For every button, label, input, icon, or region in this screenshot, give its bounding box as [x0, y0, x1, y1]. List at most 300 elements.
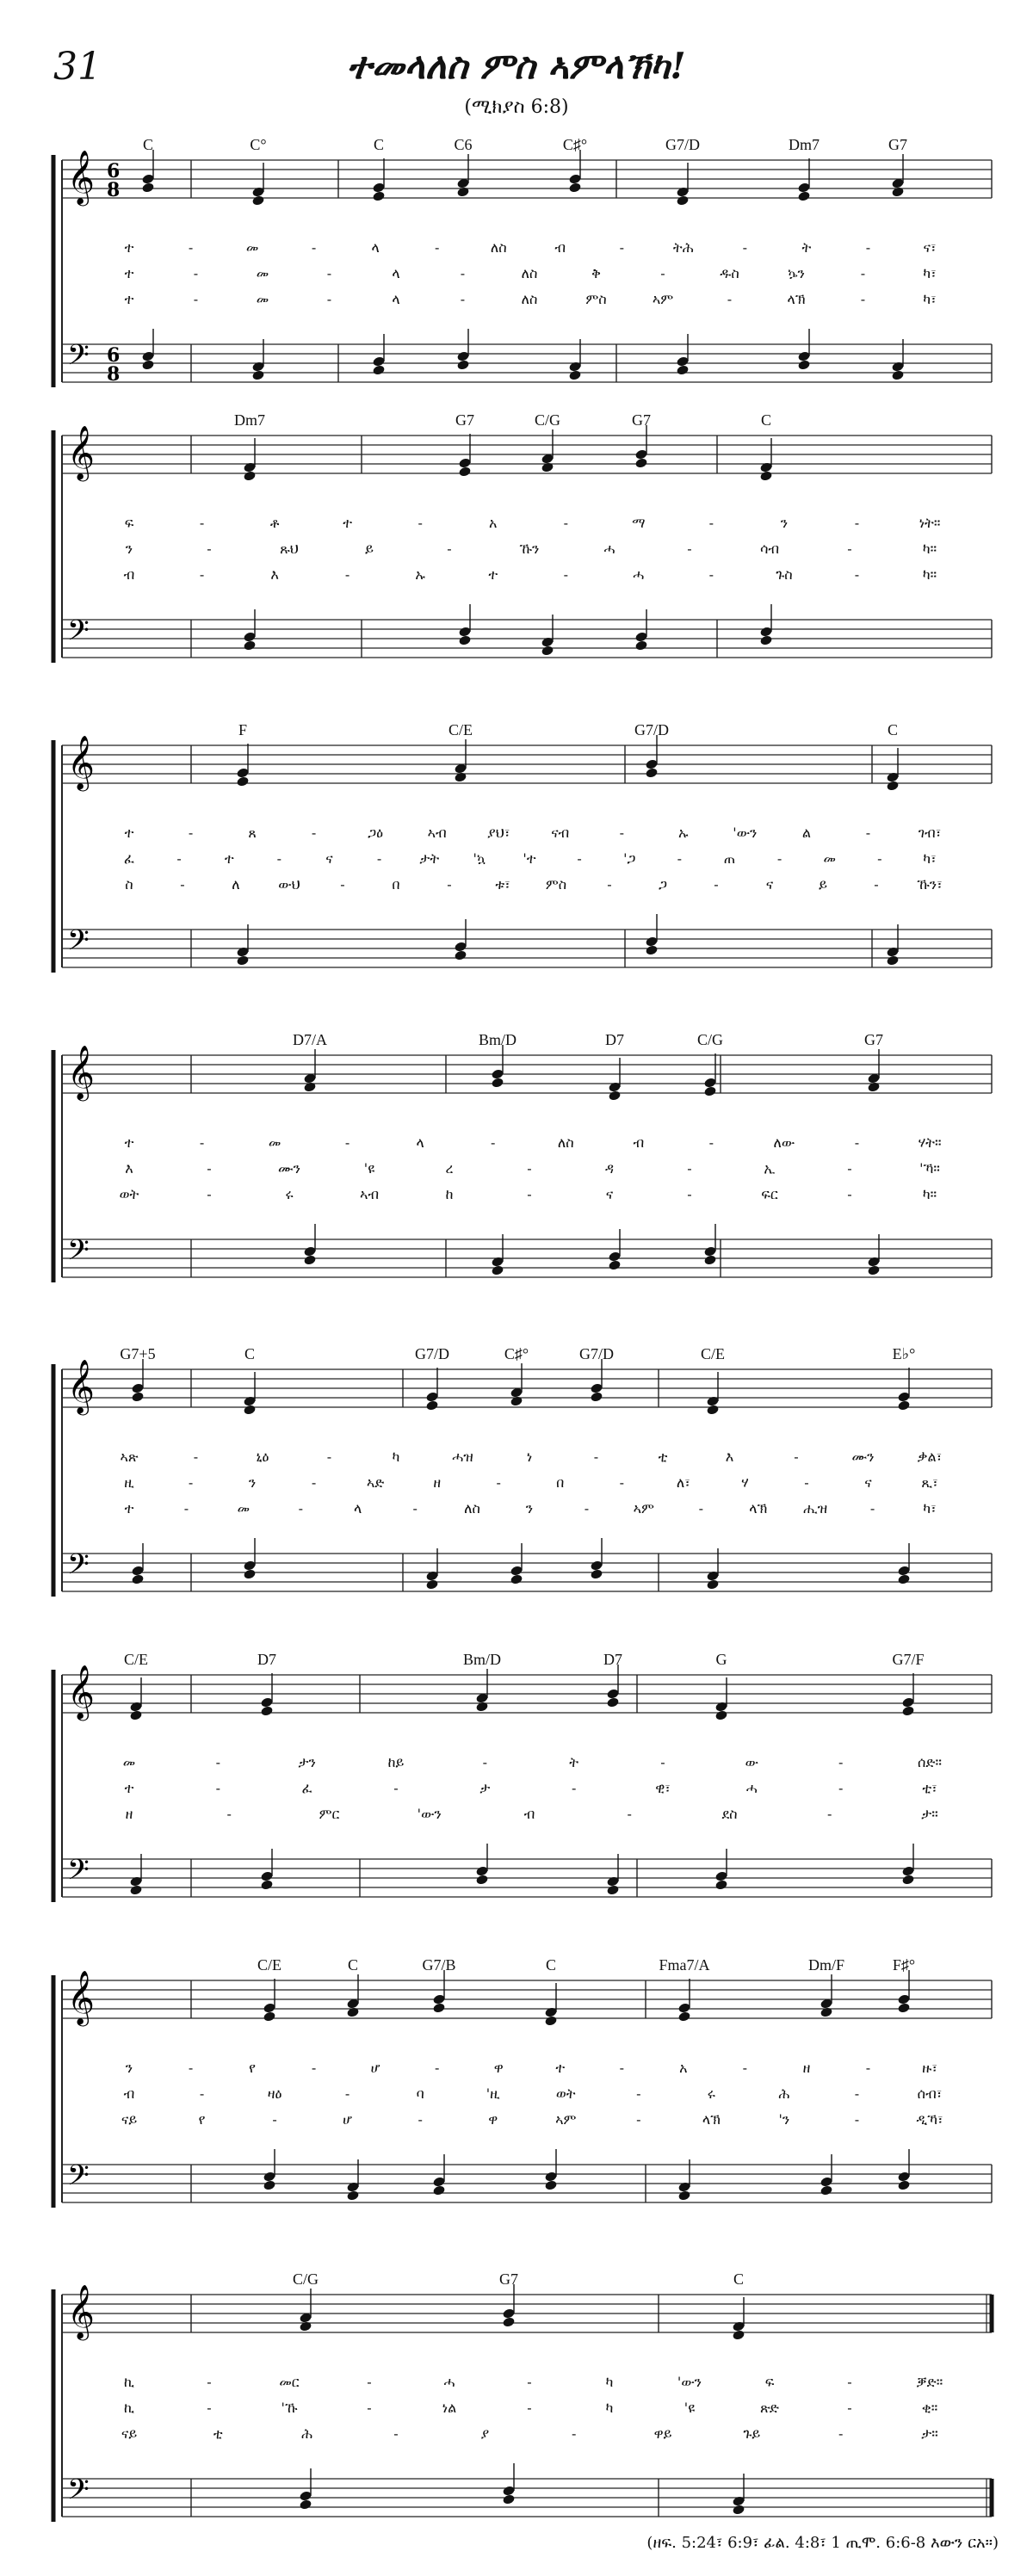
bass-staff	[62, 2165, 992, 2202]
lyric-syllable: ሃት።	[918, 1134, 942, 1151]
bass-staff	[62, 620, 992, 658]
treble-staff	[62, 1675, 992, 1713]
bass-note	[456, 359, 469, 370]
lyric-syllable: -	[636, 2085, 641, 2102]
treble-note	[606, 1696, 619, 1708]
lyric-syllable: -	[874, 876, 879, 893]
lyric-syllable: -	[298, 1500, 303, 1517]
lyric-syllable: -	[860, 291, 866, 307]
chord-symbol: G7/D	[579, 1345, 614, 1362]
lyric-syllable: ለ፣	[676, 1474, 690, 1491]
lyric-syllable: ኣም	[652, 291, 674, 307]
lyric-syllable: 'ን	[778, 2111, 790, 2128]
treble-clef: 𝄞	[67, 1359, 95, 1413]
lyric-syllable: 'ተ	[523, 850, 536, 867]
lyric-syllable: ዛዕ	[267, 2085, 282, 2102]
treble-note	[475, 1701, 488, 1712]
lyric-syllable: ካ፣	[923, 265, 937, 281]
lyric-syllable: -	[460, 265, 466, 281]
lyric-syllable: -	[563, 515, 568, 531]
lyric-syllable: -	[563, 566, 568, 583]
lyric-syllable: -	[344, 566, 350, 583]
lyric-syllable: ለው	[773, 1134, 795, 1151]
chord-symbol: D7	[605, 1031, 624, 1048]
lyric-syllable: ደስ	[721, 1806, 738, 1822]
lyric-syllable: 'ዚ	[486, 2085, 500, 2102]
bass-note	[251, 369, 264, 380]
chord-symbol: C/G	[534, 411, 561, 429]
lyric-syllable: -	[877, 850, 882, 867]
score-system	[0, 1644, 1033, 1919]
lyric-syllable: ቶ	[269, 515, 280, 531]
bass-clef: 𝄢	[67, 1234, 90, 1274]
lyric-syllable: ላኽ	[787, 291, 806, 307]
lyric-syllable: ብ	[633, 1134, 645, 1151]
treble-staff	[62, 2295, 992, 2332]
lyric-syllable: 'ውን	[733, 825, 758, 841]
lyric-syllable: -	[527, 1186, 532, 1202]
lyric-syllable: መ	[245, 239, 259, 256]
lyric-syllable: 'ኹ	[281, 2400, 298, 2416]
treble-clef: 𝄞	[67, 735, 95, 789]
lyric-syllable: ኣም	[633, 1500, 655, 1517]
chord-symbol: C	[733, 2270, 745, 2288]
lyric-syllable: ካ።	[922, 566, 937, 583]
lyric-syllable: -	[193, 265, 199, 281]
score-system	[0, 1949, 1033, 2225]
lyric-syllable: መ	[122, 1754, 136, 1770]
chord-symbol: G7/F	[892, 1651, 925, 1668]
bass-note	[676, 364, 689, 375]
lyric-syllable: ፍር	[761, 1186, 778, 1202]
lyric-syllable: -	[577, 850, 582, 867]
treble-note	[703, 1085, 716, 1096]
chord-symbol: C/E	[448, 721, 473, 738]
lyric-syllable: ሓዝ	[452, 1449, 473, 1465]
bass-note	[236, 954, 249, 966]
chord-symbol: G7+5	[120, 1345, 156, 1362]
lyric-syllable: ነት።	[919, 515, 941, 531]
bass-note	[510, 1573, 523, 1585]
lyric-syllable: -	[188, 825, 194, 841]
lyric-syllable: -	[607, 876, 612, 893]
lyric-syllable: ካ	[605, 2400, 614, 2416]
lyric-syllable: -	[188, 1474, 194, 1491]
lyric-syllable: ዳ	[604, 1160, 615, 1177]
lyric-syllable: -	[527, 1160, 532, 1177]
lyric-syllable: ና፣	[923, 239, 937, 256]
chord-symbol: C°	[250, 136, 267, 153]
treble-note	[645, 767, 658, 778]
chord-symbol: G7	[455, 411, 474, 429]
lyric-syllable: ተ	[124, 825, 134, 841]
treble-note	[732, 2329, 745, 2340]
lyric-syllable: ታ።	[921, 2425, 938, 2442]
lyric-syllable: -	[847, 1160, 852, 1177]
lyric-syllable: ሩ	[707, 2085, 715, 2102]
bass-note	[299, 2499, 312, 2510]
lyric-syllable: -	[619, 239, 624, 256]
treble-clef: 𝄞	[67, 425, 95, 479]
lyric-syllable: ሓ	[633, 566, 645, 583]
lyric-syllable: -	[344, 2085, 350, 2102]
chord-symbol: C/E	[257, 1956, 282, 1974]
lyric-syllable: -	[636, 2111, 641, 2128]
lyric-syllable: -	[708, 566, 714, 583]
bass-note	[502, 2493, 515, 2505]
lyric-syllable: ጹህ	[280, 541, 299, 557]
lyric-syllable: ኒዕ	[256, 1449, 269, 1465]
footer-references: (ዘፍ. 5:24፣ 6:9፣ ፊል. 4:8፣ 1 ጢሞ. 6:6-8 እውን ርአ።)	[646, 2534, 999, 2552]
chord-symbol: C	[887, 721, 899, 738]
chord-symbol: G	[715, 1651, 727, 1668]
treble-note	[886, 780, 899, 791]
lyric-syllable: ኢ	[764, 1160, 776, 1177]
treble-note	[820, 2006, 832, 2017]
bass-note	[897, 2179, 910, 2190]
chord-symbol: F	[238, 721, 248, 738]
lyric-syllable: እ	[270, 566, 279, 583]
lyric-syllable: ቲ፣	[922, 1780, 937, 1796]
lyric-syllable: ዘ	[433, 1474, 442, 1491]
treble-note	[129, 1709, 142, 1720]
lyric-syllable: -	[418, 2111, 423, 2128]
bass-note	[432, 2184, 445, 2196]
lyric-syllable: ላ	[392, 265, 400, 281]
bass-note	[634, 639, 647, 651]
lyric-syllable: ቲ	[213, 2425, 223, 2442]
lyric-syllable: 'ውን	[417, 1806, 442, 1822]
treble-note	[677, 2011, 690, 2022]
treble-note	[867, 1081, 880, 1092]
lyric-syllable: ዘ	[125, 1806, 133, 1822]
lyric-syllable: ታን	[298, 1754, 316, 1770]
lyric-syllable: ተ	[124, 1500, 134, 1517]
lyric-syllable: ሆ	[370, 2060, 380, 2076]
chord-symbol: F♯°	[892, 1956, 916, 1974]
bass-note	[491, 1264, 504, 1276]
bass-note	[886, 954, 899, 966]
lyric-syllable: -	[847, 2400, 852, 2416]
lyric-syllable: ፈ	[301, 1780, 312, 1796]
lyric-syllable: -	[794, 1449, 799, 1465]
lyric-syllable: -	[660, 1754, 665, 1770]
chord-symbol: C	[347, 1956, 359, 1974]
bass-note	[706, 1578, 719, 1590]
lyric-syllable: -	[619, 1474, 624, 1491]
lyric-syllable: -	[527, 2400, 532, 2416]
lyric-syllable: -	[344, 1134, 350, 1151]
chord-symbol: G7/B	[422, 1956, 456, 1974]
lyric-syllable: -	[447, 876, 452, 893]
lyric-syllable: ለስ	[464, 1500, 480, 1517]
bass-staff	[62, 344, 992, 382]
bass-note	[677, 2190, 690, 2201]
lyric-syllable: 'ዩ	[684, 2400, 696, 2416]
lyric-syllable: -	[865, 239, 871, 256]
lyric-syllable: -	[183, 1500, 189, 1517]
treble-note	[458, 466, 471, 477]
lyric-syllable: -	[447, 541, 452, 557]
lyric-syllable: ትሕ	[672, 239, 694, 256]
svg-text:6: 6	[107, 160, 121, 182]
lyric-syllable: -	[311, 1474, 317, 1491]
chord-symbol: E♭°	[892, 1345, 916, 1362]
lyric-syllable: ከይ	[387, 1754, 405, 1770]
chord-symbol: C	[244, 1345, 256, 1362]
staff-svg	[0, 1338, 1033, 1614]
lyric-syllable: ዚ	[124, 1474, 134, 1491]
lyric-syllable: ኡ	[415, 566, 425, 583]
lyric-syllable: -	[838, 1780, 844, 1796]
chord-symbol: D7	[257, 1651, 276, 1668]
treble-note	[303, 1081, 316, 1092]
lyric-syllable: ታት	[419, 850, 440, 867]
lyric-syllable: ላ	[416, 1134, 424, 1151]
lyric-syllable: -	[854, 566, 860, 583]
lyric-syllable: ቅ	[591, 265, 601, 281]
lyric-syllable: ለስ	[521, 265, 538, 281]
lyric-syllable: -	[188, 2060, 194, 2076]
lyric-syllable: -	[708, 1134, 714, 1151]
lyric-syllable: ቱ፣	[495, 876, 510, 893]
lyric-syllable: ኣም	[555, 2111, 577, 2128]
lyric-syllable: ሕ	[778, 2085, 790, 2102]
scripture-reference: (ሚክያስ 6:8)	[464, 96, 569, 118]
bass-note	[759, 634, 772, 646]
lyric-syllable: ሃ	[741, 1474, 749, 1491]
lyric-syllable: -	[619, 825, 624, 841]
chord-symbol: C	[373, 136, 385, 153]
chord-symbol: G7	[632, 411, 651, 429]
lyric-syllable: -	[326, 265, 332, 281]
lyric-syllable: -	[827, 1806, 832, 1822]
lyric-syllable: ዋ	[488, 2111, 498, 2128]
lyric-syllable: -	[434, 239, 440, 256]
lyric-syllable: -	[376, 850, 382, 867]
lyric-syllable: ለ	[232, 876, 240, 893]
bass-note	[606, 1884, 619, 1895]
chord-symbol: C♯°	[504, 1345, 529, 1362]
treble-note	[456, 186, 469, 197]
bass-note	[425, 1578, 438, 1590]
bass-note	[645, 944, 658, 955]
lyric-syllable: -	[311, 2060, 317, 2076]
lyric-syllable: -	[393, 2425, 399, 2442]
lyric-syllable: -	[698, 1500, 703, 1517]
lyric-syllable: -	[742, 239, 748, 256]
lyric-syllable: -	[865, 2060, 871, 2076]
lyric-syllable: ተ	[124, 1134, 134, 1151]
lyric-syllable: ስ	[125, 876, 133, 893]
lyric-syllable: ና	[765, 876, 774, 893]
chord-symbol: Dm7	[234, 411, 265, 429]
lyric-syllable: 'ውን	[677, 2374, 702, 2390]
chord-symbol: G7/D	[415, 1345, 449, 1362]
lyric-syllable: ምስ	[585, 291, 607, 307]
lyric-syllable: -	[742, 2060, 748, 2076]
bass-note	[131, 1573, 144, 1585]
lyric-syllable: ታ	[479, 1780, 491, 1796]
treble-note	[676, 195, 689, 206]
lyric-syllable: -	[340, 876, 345, 893]
lyric-syllable: ኹን	[519, 541, 540, 557]
lyric-syllable: ምር	[319, 1806, 340, 1822]
score-system	[0, 1024, 1033, 1300]
lyric-syllable: -	[776, 850, 782, 867]
chord-symbol: C/G	[696, 1031, 724, 1048]
lyric-syllable: ኹን፣	[917, 876, 943, 893]
lyric-syllable: ሆ	[343, 2111, 353, 2128]
bass-staff	[62, 1859, 992, 1897]
lyric-syllable: -	[677, 850, 683, 867]
treble-clef: 𝄞	[67, 2284, 95, 2338]
chord-symbol: C	[142, 136, 154, 153]
lyric-syllable: ጋዕ	[368, 825, 384, 841]
treble-staff	[62, 1980, 992, 2018]
lyric-syllable: -	[838, 1754, 844, 1770]
chord-symbol: Bm/D	[462, 1651, 502, 1668]
treble-staff	[62, 160, 992, 198]
lyric-syllable: ሙን	[277, 1160, 301, 1177]
lyric-syllable: ሙን	[851, 1449, 875, 1465]
treble-clef: 𝄞	[67, 1970, 95, 2024]
bass-note	[141, 359, 154, 370]
treble-note	[590, 1391, 603, 1402]
lyric-syllable: ኴን	[788, 265, 805, 281]
lyric-syllable: -	[854, 515, 860, 531]
lyric-syllable: ጠ	[723, 850, 736, 867]
lyric-syllable: ቃል፣	[917, 1449, 943, 1465]
lyric-syllable: ዱስ	[720, 265, 739, 281]
lyric-syllable: ሰብ፣	[917, 2085, 943, 2102]
treble-note	[608, 1090, 621, 1101]
chord-symbol: G7/D	[665, 136, 700, 153]
lyric-syllable: -	[199, 2085, 205, 2102]
svg-text:6: 6	[107, 344, 121, 367]
lyric-syllable: -	[193, 291, 199, 307]
chord-symbol: C/E	[700, 1345, 726, 1362]
treble-note	[541, 461, 554, 473]
lyric-syllable: -	[854, 2111, 860, 2128]
lyric-syllable: -	[199, 566, 205, 583]
bass-note	[243, 639, 256, 651]
lyric-syllable: -	[199, 1134, 205, 1151]
bass-note	[590, 1568, 603, 1579]
lyric-syllable: ካ።	[922, 1186, 937, 1202]
chord-symbol: G7	[499, 2270, 518, 2288]
lyric-syllable: ከ	[445, 1186, 454, 1202]
lyric-syllable: -	[527, 2374, 532, 2390]
lyric-syllable: ወት	[119, 1186, 139, 1202]
lyric-syllable: -	[496, 1474, 501, 1491]
lyric-syllable: -	[687, 541, 692, 557]
treble-note	[425, 1399, 438, 1411]
lyric-syllable: -	[687, 1160, 692, 1177]
lyric-syllable: -	[869, 1500, 875, 1517]
chord-symbol: C	[760, 411, 772, 429]
lyric-syllable: ለስ	[521, 291, 538, 307]
lyric-syllable: ተ	[343, 515, 353, 531]
bass-time-signature	[107, 344, 120, 386]
lyric-syllable: አ	[679, 2060, 688, 2076]
lyric-syllable: -	[207, 2374, 212, 2390]
bass-note	[303, 1254, 316, 1265]
lyric-syllable: -	[188, 239, 194, 256]
treble-note	[299, 2320, 312, 2332]
lyric-syllable: ይ	[365, 541, 374, 557]
treble-note	[260, 1705, 273, 1716]
score-system	[0, 129, 1033, 405]
lyric-syllable: ሰድ።	[918, 1754, 942, 1770]
lyric-syllable: ጉይ	[743, 2425, 761, 2442]
lyric-syllable: ለስ	[557, 1134, 574, 1151]
lyric-syllable: ብ	[123, 566, 135, 583]
staff-svg	[0, 405, 1033, 680]
lyric-syllable: ኪ	[123, 2400, 135, 2416]
lyric-syllable: ላ	[392, 291, 400, 307]
lyric-syllable: ዊ፣	[655, 1780, 671, 1796]
bass-staff	[62, 1554, 992, 1591]
bass-note	[820, 2184, 832, 2196]
chord-symbol: Dm/F	[807, 1956, 845, 1974]
treble-note	[131, 1391, 144, 1402]
bass-note	[372, 364, 385, 375]
treble-note	[714, 1709, 727, 1720]
lyric-syllable: -	[215, 1780, 221, 1796]
staff-svg	[0, 1949, 1033, 2225]
lyric-syllable: ጸ	[248, 825, 257, 841]
lyric-syllable: ን	[780, 515, 789, 531]
treble-note	[544, 2015, 557, 2026]
lyric-syllable: -	[199, 515, 205, 531]
staff-svg	[0, 1644, 1033, 1919]
treble-note	[243, 1404, 256, 1415]
chord-symbol: C6	[454, 136, 473, 153]
treble-time-signature	[107, 160, 120, 201]
lyric-syllable: -	[367, 2374, 372, 2390]
bass-clef: 𝄢	[67, 615, 90, 654]
lyric-syllable: ካ	[605, 2374, 614, 2390]
lyric-syllable: -	[226, 1806, 232, 1822]
lyric-syllable: ቓድ።	[916, 2374, 943, 2390]
lyric-syllable: ተ	[124, 265, 134, 281]
lyric-syllable: -	[847, 1186, 852, 1202]
lyric-syllable: ነ	[526, 1449, 533, 1465]
lyric-syllable: ጽድ	[759, 2400, 780, 2416]
bass-note	[544, 2179, 557, 2190]
lyric-syllable: ኡ	[678, 825, 689, 841]
bass-note	[243, 1568, 256, 1579]
lyric-syllable: ኣብ	[427, 825, 447, 841]
lyric-syllable: ናይ	[121, 2425, 138, 2442]
lyric-syllable: -	[207, 1186, 212, 1202]
treble-staff	[62, 1055, 992, 1093]
chord-symbol: G7	[864, 1031, 883, 1048]
chord-symbol: C/G	[292, 2270, 319, 2288]
lyric-syllable: በ	[392, 876, 400, 893]
treble-clef: 𝄞	[67, 150, 95, 204]
lyric-syllable: -	[838, 2425, 844, 2442]
lyric-syllable: ና	[325, 850, 333, 867]
bass-note	[568, 369, 581, 380]
bass-clef: 𝄢	[67, 2159, 90, 2199]
lyric-syllable: -	[176, 850, 182, 867]
chord-symbol: Fma7/A	[659, 1956, 710, 1974]
lyric-syllable: -	[727, 291, 733, 307]
treble-clef: 𝄞	[67, 1045, 95, 1099]
treble-note	[491, 1077, 504, 1088]
